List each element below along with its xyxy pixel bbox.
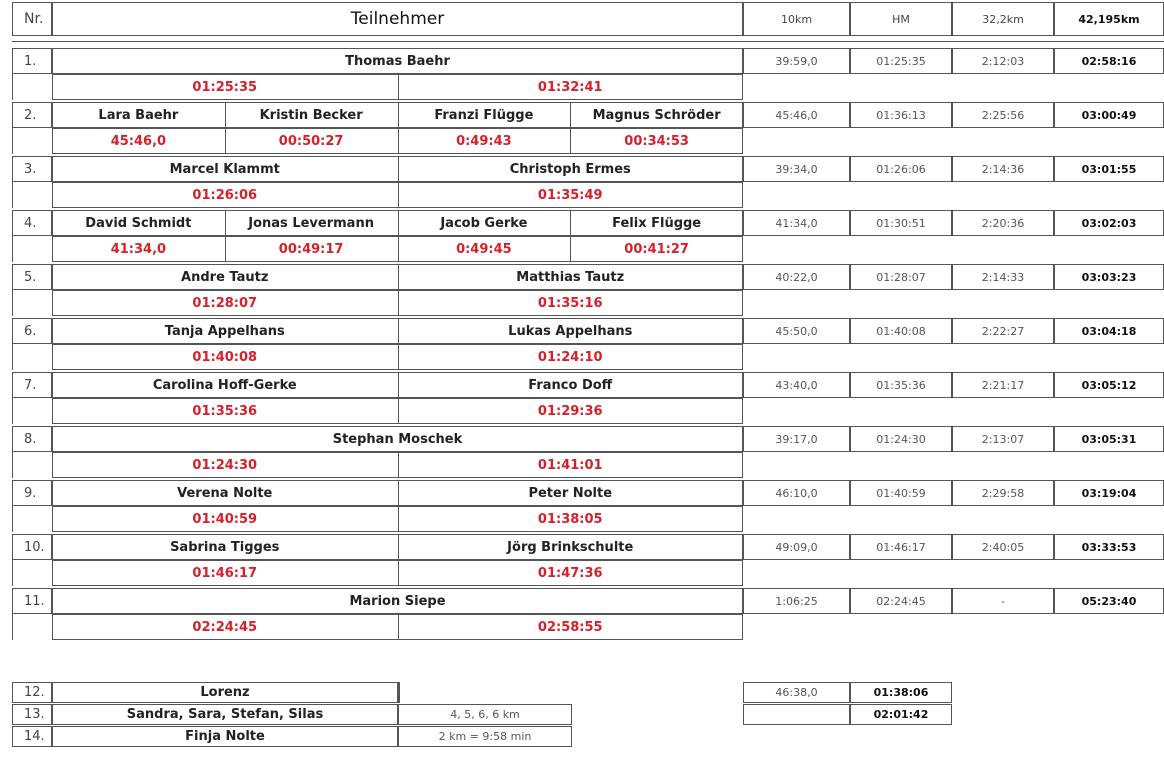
participant-name: Christoph Ermes bbox=[509, 161, 631, 177]
leg-time: 01:38:05 bbox=[537, 511, 603, 527]
participant-name: Lara Baehr bbox=[98, 107, 179, 123]
row-number: 7. bbox=[24, 377, 37, 393]
header-rule bbox=[12, 41, 1164, 42]
participant-name: Andre Tautz bbox=[181, 269, 269, 285]
divider bbox=[12, 156, 13, 208]
participant-name: Jonas Levermann bbox=[248, 215, 374, 231]
split-time: 2:25:56 bbox=[981, 108, 1025, 122]
row-number: 4. bbox=[24, 215, 37, 231]
split-time: 39:17,0 bbox=[775, 432, 818, 446]
split-time: 43:40,0 bbox=[775, 378, 818, 392]
final-time: 03:04:18 bbox=[1081, 324, 1137, 338]
split-time: 39:34,0 bbox=[775, 162, 818, 176]
participant-name: Matthias Tautz bbox=[516, 269, 625, 285]
leg-time: 02:58:55 bbox=[537, 619, 603, 635]
divider bbox=[12, 372, 13, 424]
participant-name: Lukas Appelhans bbox=[508, 323, 633, 339]
leg-time: 00:34:53 bbox=[624, 133, 689, 149]
leg-time: 01:24:10 bbox=[537, 349, 603, 365]
leg-time: 01:40:08 bbox=[192, 349, 258, 365]
participant-name: Finja Nolte bbox=[185, 729, 265, 744]
participant-name: Jacob Gerke bbox=[440, 215, 528, 231]
split-time: 01:25:35 bbox=[876, 54, 926, 68]
participant-name: Tanja Appelhans bbox=[164, 323, 285, 339]
header-col-1: HM bbox=[892, 12, 910, 26]
split-time: 01:36:13 bbox=[876, 108, 926, 122]
split-time: 2:29:58 bbox=[981, 486, 1025, 500]
split-time bbox=[743, 704, 850, 725]
leg-time: 01:25:35 bbox=[192, 79, 258, 95]
row-number: 13. bbox=[24, 707, 45, 722]
leg-time: 01:26:06 bbox=[192, 187, 258, 203]
divider bbox=[12, 318, 13, 370]
row-number: 6. bbox=[24, 323, 37, 339]
participant-name: Magnus Schröder bbox=[592, 107, 721, 123]
header-nr: Nr. bbox=[24, 11, 44, 27]
leg-time: 01:28:07 bbox=[192, 295, 258, 311]
split-time: 2:14:33 bbox=[981, 270, 1025, 284]
split-time: 01:40:08 bbox=[876, 324, 926, 338]
leg-time: 01:47:36 bbox=[537, 565, 603, 581]
split-time: - bbox=[1001, 594, 1005, 608]
split-time: 2:20:36 bbox=[981, 216, 1025, 230]
participant-name: David Schmidt bbox=[85, 215, 192, 231]
participant-name: Marion Siepe bbox=[349, 593, 446, 609]
final-time: 03:02:03 bbox=[1081, 216, 1137, 230]
split-time: 02:24:45 bbox=[876, 594, 926, 608]
header-col-3: 42,195km bbox=[1078, 12, 1140, 26]
split-time: 40:22,0 bbox=[775, 270, 818, 284]
split-time: 01:30:51 bbox=[876, 216, 926, 230]
split-time: 01:28:07 bbox=[876, 270, 926, 284]
divider bbox=[12, 210, 13, 262]
split-time: 01:26:06 bbox=[876, 162, 926, 176]
row-number: 8. bbox=[24, 431, 37, 447]
split-time: 1:06:25 bbox=[775, 594, 818, 608]
split-time: 2:22:27 bbox=[981, 324, 1025, 338]
distance-note: 4, 5, 6, 6 km bbox=[450, 708, 520, 721]
row-number: 5. bbox=[24, 269, 37, 285]
final-time: 02:01:42 bbox=[873, 708, 929, 721]
split-time: 45:46,0 bbox=[775, 108, 818, 122]
split-time: 49:09,0 bbox=[775, 540, 818, 554]
split-time: 2:12:03 bbox=[981, 54, 1025, 68]
split-time: 01:35:36 bbox=[876, 378, 926, 392]
final-time: 03:05:12 bbox=[1081, 378, 1137, 392]
leg-time: 01:24:30 bbox=[192, 457, 258, 473]
row-number: 3. bbox=[24, 161, 37, 177]
participant-name: Kristin Becker bbox=[259, 107, 363, 123]
participant-name: Franzi Flügge bbox=[434, 107, 534, 123]
leg-time: 01:32:41 bbox=[537, 79, 603, 95]
row-number: 10. bbox=[24, 539, 45, 555]
leg-time: 41:34,0 bbox=[110, 241, 167, 257]
participant-name: Franco Doff bbox=[528, 377, 613, 393]
split-time: 39:59,0 bbox=[775, 54, 818, 68]
split-time: 2:14:36 bbox=[981, 162, 1025, 176]
row-number: 12. bbox=[24, 685, 45, 700]
page-title: Teilnehmer bbox=[350, 9, 445, 29]
leg-time: 01:29:36 bbox=[537, 403, 603, 419]
leg-time: 01:40:59 bbox=[192, 511, 258, 527]
split-time: 2:21:17 bbox=[981, 378, 1025, 392]
leg-time: 01:35:16 bbox=[537, 295, 603, 311]
divider bbox=[12, 480, 13, 532]
row-number: 1. bbox=[24, 53, 37, 69]
split-time: 2:13:07 bbox=[981, 432, 1025, 446]
divider bbox=[12, 48, 13, 100]
final-time: 03:03:23 bbox=[1081, 270, 1137, 284]
split-time: 46:10,0 bbox=[775, 486, 818, 500]
final-time: 02:58:16 bbox=[1081, 54, 1137, 68]
split-time: 01:24:30 bbox=[876, 432, 926, 446]
leg-time: 01:41:01 bbox=[537, 457, 603, 473]
final-time: 03:00:49 bbox=[1081, 108, 1137, 122]
leg-time: 01:46:17 bbox=[192, 565, 258, 581]
final-time: 03:05:31 bbox=[1081, 432, 1137, 446]
participant-name: Verena Nolte bbox=[177, 485, 273, 501]
split-time: 2:40:05 bbox=[981, 540, 1025, 554]
divider bbox=[12, 588, 13, 640]
participant-name: Stephan Moschek bbox=[332, 431, 463, 447]
leg-time: 0:49:45 bbox=[456, 241, 512, 257]
leg-time: 02:24:45 bbox=[192, 619, 258, 635]
participant-name: Jörg Brinkschulte bbox=[507, 539, 634, 555]
participant-name: Thomas Baehr bbox=[345, 53, 450, 69]
row-number: 14. bbox=[24, 729, 45, 744]
final-time: 03:01:55 bbox=[1081, 162, 1137, 176]
split-time: 46:38,0 bbox=[775, 686, 818, 699]
header-col-2: 32,2km bbox=[982, 12, 1024, 26]
leg-time: 00:41:27 bbox=[624, 241, 689, 257]
divider bbox=[12, 426, 13, 478]
leg-time: 01:35:49 bbox=[537, 187, 603, 203]
split-time: 45:50,0 bbox=[775, 324, 818, 338]
leg-time: 01:35:36 bbox=[192, 403, 258, 419]
participant-name: Marcel Klammt bbox=[169, 161, 280, 177]
participant-name: Lorenz bbox=[200, 685, 250, 700]
header-col-0: 10km bbox=[780, 12, 813, 26]
row-number: 11. bbox=[24, 593, 45, 609]
leg-time: 00:49:17 bbox=[278, 241, 344, 257]
leg-time: 00:50:27 bbox=[278, 133, 344, 149]
final-time: 03:33:53 bbox=[1081, 540, 1137, 554]
divider bbox=[12, 264, 13, 316]
split-time: 41:34,0 bbox=[775, 216, 818, 230]
participant-name: Sandra, Sara, Stefan, Silas bbox=[126, 707, 324, 722]
participant-name: Sabrina Tigges bbox=[170, 539, 280, 555]
final-time: 05:23:40 bbox=[1081, 594, 1137, 608]
extra-note-edge bbox=[398, 682, 400, 703]
leg-time: 0:49:43 bbox=[456, 133, 512, 149]
participant-name: Peter Nolte bbox=[528, 485, 613, 501]
divider bbox=[12, 102, 13, 154]
final-time: 03:19:04 bbox=[1081, 486, 1137, 500]
final-time: 01:38:06 bbox=[873, 686, 929, 699]
distance-note: 2 km = 9:58 min bbox=[438, 730, 532, 743]
split-time: 01:40:59 bbox=[876, 486, 926, 500]
row-number: 9. bbox=[24, 485, 37, 501]
divider bbox=[12, 534, 13, 586]
leg-time: 45:46,0 bbox=[110, 133, 167, 149]
participant-name: Carolina Hoff-Gerke bbox=[152, 377, 297, 393]
participant-name: Felix Flügge bbox=[612, 215, 702, 231]
split-time: 01:46:17 bbox=[876, 540, 926, 554]
row-number: 2. bbox=[24, 107, 37, 123]
